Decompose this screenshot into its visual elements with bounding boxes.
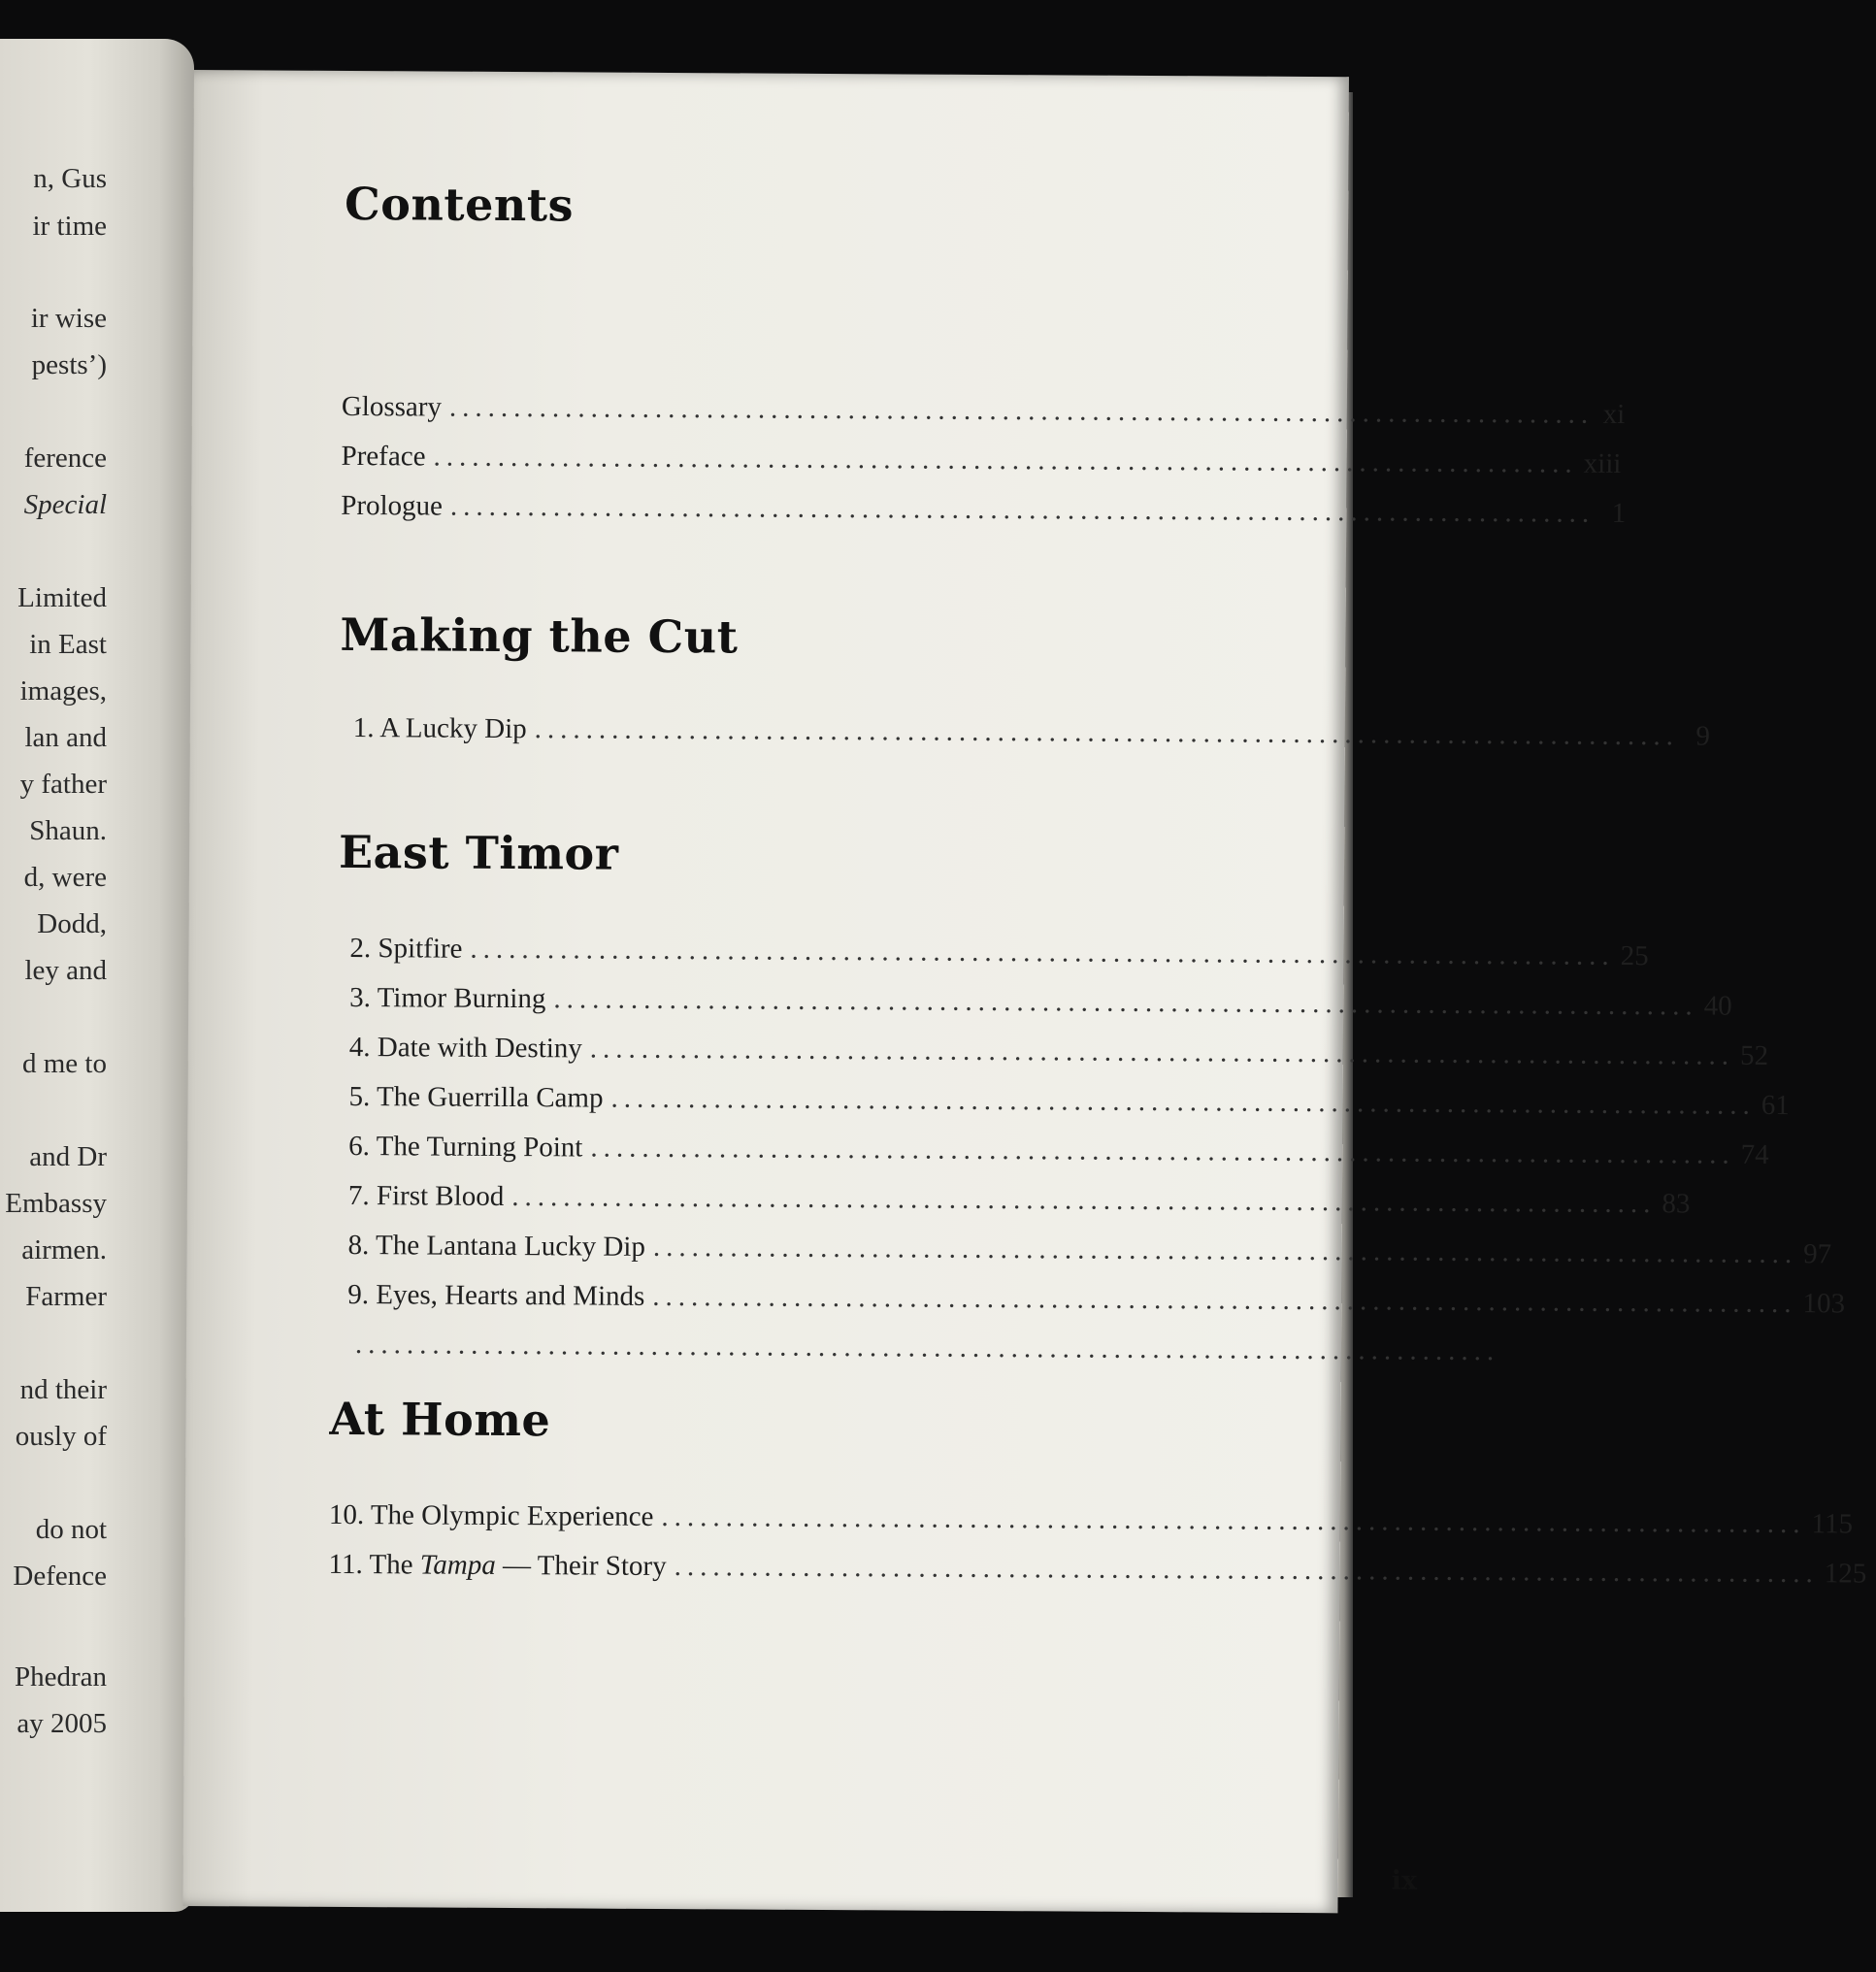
toc-label bbox=[328, 1549, 674, 1583]
toc-label: 8. The Lantana Lucky Dip bbox=[347, 1229, 645, 1263]
section-title: At Home bbox=[329, 1392, 551, 1447]
toc-label-prefix: 11. The bbox=[328, 1548, 420, 1581]
toc-leader-dots: ......................................................................................... bbox=[534, 713, 1680, 752]
toc-leader-dots: ......................................................................................... bbox=[354, 1329, 1500, 1367]
toc-leader-dots: ......................................................................................... bbox=[470, 933, 1615, 971]
left-text-line: Farmer bbox=[25, 1281, 107, 1312]
section-title: East Timor bbox=[338, 825, 619, 880]
toc-leader-dots: ......................................................................................... bbox=[448, 391, 1595, 430]
toc-label: 4. Date with Destiny bbox=[348, 1031, 582, 1065]
left-text-line: Special bbox=[23, 489, 107, 520]
section-title: Making the Cut bbox=[340, 608, 739, 664]
page-number-folio: ix bbox=[1391, 1865, 1418, 1896]
toc-page-number: 83 bbox=[1662, 1188, 1691, 1220]
toc-entry-chapter-2[interactable] bbox=[349, 932, 1649, 976]
toc-entry-chapter-6[interactable] bbox=[348, 1130, 1769, 1174]
toc-leader-dots: ......................................................................................... bbox=[553, 983, 1698, 1022]
left-text-line: ously of bbox=[15, 1421, 107, 1452]
left-text-line: ay 2005 bbox=[16, 1708, 107, 1739]
toc-leader-dots: ......................................................................................... bbox=[511, 1181, 1657, 1220]
left-facing-page bbox=[0, 39, 194, 1912]
left-text-line: do not bbox=[35, 1514, 107, 1545]
toc-leader-dots: ......................................................................................... bbox=[590, 1132, 1735, 1170]
toc-label: 6. The Turning Point bbox=[348, 1130, 583, 1164]
left-text-line: Phedran bbox=[14, 1661, 107, 1693]
toc-page-number: xiii bbox=[1583, 447, 1622, 479]
toc-label: Preface bbox=[341, 440, 426, 473]
toc-leader-dots: ......................................................................................... bbox=[661, 1500, 1806, 1540]
left-text-line: Defence bbox=[13, 1561, 107, 1592]
toc-page-number: 1 bbox=[1611, 497, 1627, 530]
toc-entry-chapter-7[interactable] bbox=[347, 1179, 1691, 1224]
left-text-line: pests’) bbox=[31, 349, 107, 380]
toc-page-number: 103 bbox=[1802, 1288, 1846, 1320]
toc-entry-chapter-11[interactable] bbox=[328, 1498, 1854, 1544]
toc-label: 1. A Lucky Dip bbox=[352, 712, 527, 745]
toc-entry-chapter-12[interactable] bbox=[328, 1548, 1867, 1594]
toc-label: 10. The Olympic Experience bbox=[328, 1498, 654, 1532]
toc-leader-dots: ......................................................................................... bbox=[652, 1231, 1798, 1270]
toc-page-number: 61 bbox=[1761, 1089, 1790, 1122]
left-text-line: airmen. bbox=[21, 1234, 107, 1265]
toc-entry-chapter-4[interactable] bbox=[348, 1031, 1769, 1075]
toc-page-number: 9 bbox=[1695, 720, 1711, 752]
toc-page-number: 52 bbox=[1739, 1039, 1769, 1071]
left-text-line: ir time bbox=[32, 211, 107, 242]
toc-entry-prologue[interactable] bbox=[341, 489, 1627, 535]
toc-entry-chapter-10[interactable] bbox=[347, 1329, 1500, 1372]
toc-leader-dots: ......................................................................................... bbox=[652, 1280, 1797, 1320]
left-text-line: in East bbox=[29, 629, 107, 660]
toc-page-number: xi bbox=[1602, 398, 1626, 431]
toc-leader-dots: ......................................................................................... bbox=[674, 1551, 1819, 1590]
toc-leader-dots: ......................................................................................... bbox=[589, 1033, 1735, 1071]
toc-leader-dots: ......................................................................................... bbox=[433, 441, 1578, 479]
left-text-line: and Dr bbox=[29, 1141, 107, 1172]
toc-label-ship-name: Tampa bbox=[419, 1549, 496, 1581]
toc-entry-chapter-3[interactable] bbox=[349, 981, 1732, 1026]
toc-entry-chapter-5[interactable] bbox=[348, 1080, 1790, 1125]
toc-entry-chapter-8[interactable] bbox=[347, 1229, 1832, 1273]
left-text-line: n, Gus bbox=[33, 163, 107, 194]
left-text-line: ley and bbox=[24, 955, 107, 986]
left-text-line: Limited bbox=[17, 582, 107, 613]
toc-entry-preface[interactable] bbox=[341, 440, 1622, 485]
toc-label: 7. First Blood bbox=[347, 1179, 505, 1212]
toc-page-number: 74 bbox=[1740, 1138, 1769, 1170]
left-text-line: lan and bbox=[24, 722, 107, 753]
toc-entry-chapter-1[interactable] bbox=[352, 712, 1711, 756]
toc-leader-dots: ......................................................................................... bbox=[610, 1082, 1756, 1121]
left-text-line: y father bbox=[19, 769, 107, 800]
toc-label: 2. Spitfire bbox=[349, 932, 463, 965]
toc-leader-dots: ......................................................................................... bbox=[449, 490, 1596, 529]
toc-page-number: 40 bbox=[1703, 990, 1732, 1022]
toc-page-number: 125 bbox=[1824, 1558, 1867, 1590]
left-text-line: images, bbox=[19, 675, 107, 707]
toc-label: Glossary bbox=[341, 390, 443, 423]
left-text-line: Embassy bbox=[5, 1188, 107, 1219]
toc-label: 3. Timor Burning bbox=[349, 981, 546, 1015]
toc-entry-chapter-9[interactable] bbox=[347, 1278, 1846, 1323]
toc-label: 5. The Guerrilla Camp bbox=[348, 1080, 604, 1114]
left-text-line: Dodd, bbox=[37, 908, 107, 939]
toc-entry-glossary[interactable] bbox=[341, 390, 1626, 436]
toc-label: 9. Eyes, Hearts and Minds bbox=[347, 1278, 645, 1312]
toc-page-number: 97 bbox=[1803, 1238, 1832, 1270]
contents-title: Contents bbox=[344, 177, 575, 232]
toc-label: Prologue bbox=[341, 489, 444, 522]
toc-page-number: 25 bbox=[1620, 939, 1649, 972]
toc-label-suffix: — Their Story bbox=[495, 1549, 667, 1583]
left-text-line: nd their bbox=[19, 1374, 107, 1405]
contents-page bbox=[182, 70, 1867, 1913]
toc-page-number: 115 bbox=[1811, 1508, 1854, 1540]
left-text-line: ference bbox=[23, 443, 107, 474]
left-text-line: Shaun. bbox=[29, 815, 107, 846]
left-text-line: d me to bbox=[22, 1048, 107, 1079]
left-text-line: d, were bbox=[23, 862, 107, 893]
left-text-line: ir wise bbox=[30, 303, 107, 334]
